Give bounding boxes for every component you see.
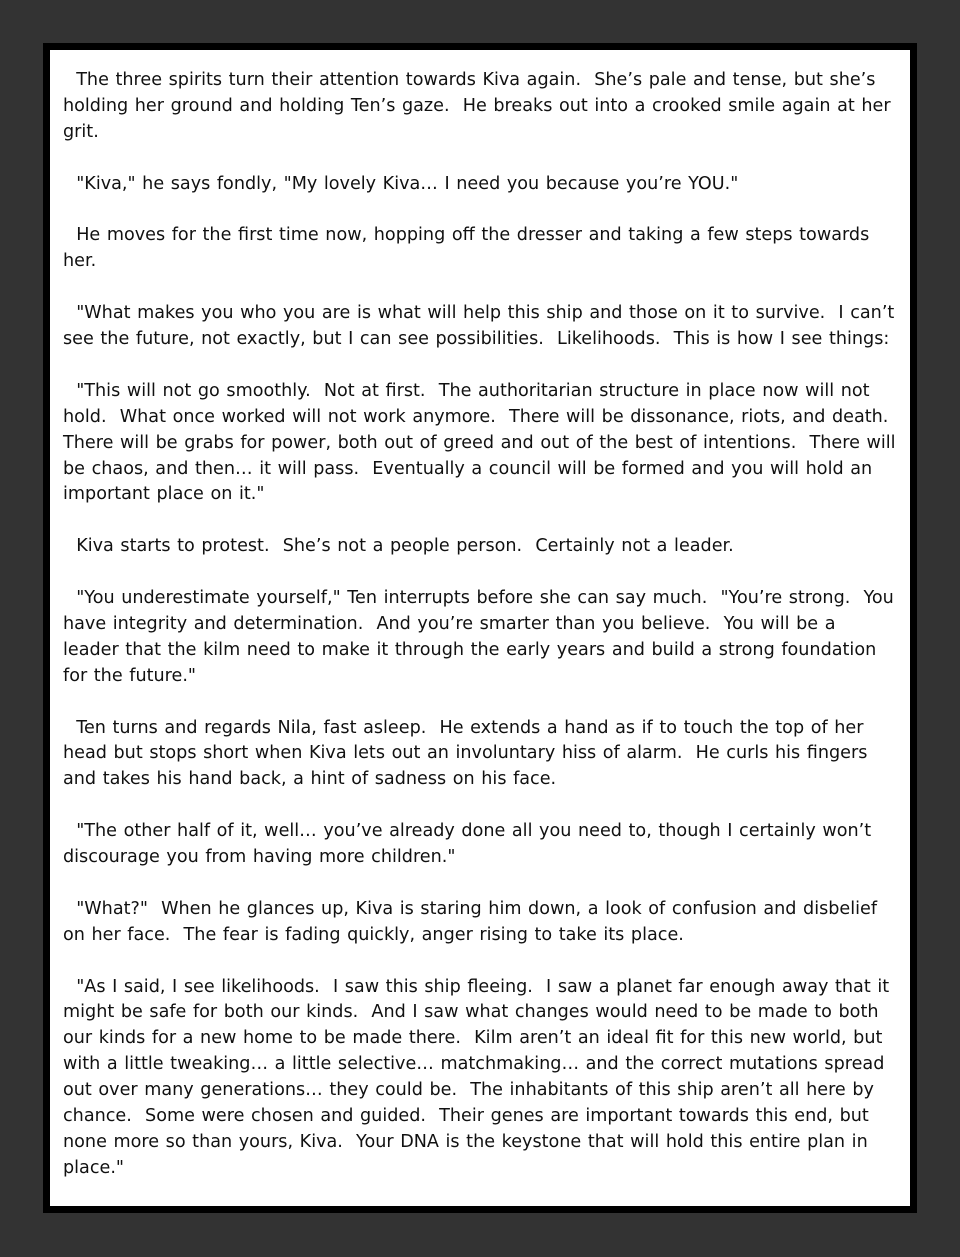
page-frame	[43, 43, 917, 1213]
paragraph-11: "As I said, I see likelihoods. I saw this ship fleeing. I saw a planet far enough away that it might be safe for both our kinds. And I saw what changes would need to be made to both our kinds for a new home to be made there. Kilm aren’t an ideal fit for this new world, but with a little tweaking… a little selective… matchmaking… and the correct mutations spread out over many generations… they could be. The inhabitants of this ship aren’t all here by chance. Some were chosen and guided. Their genes are important towards this end, but none more so than yours, Kiva. Your DNA is the keystone that will hold this entire plan in place."	[63, 976, 896, 1178]
paragraph-3: He moves for the first time now, hopping off the dresser and taking a few steps towards her.	[63, 225, 876, 272]
paragraph-8: Ten turns and regards Nila, fast asleep. He extends a hand as if to touch the top of her head but stops short when Kiva lets out an involuntary hiss of alarm. He curls his fingers and takes his hand back, a hint of sadness on his face.	[63, 717, 874, 790]
text-page	[50, 50, 910, 1206]
paragraph-6: Kiva starts to protest. She’s not a people person. Certainly not a leader.	[63, 536, 734, 557]
paragraph-9: "The other half of it, well… you’ve already done all you need to, though I certainly won’t discourage you from having more children."	[63, 821, 878, 868]
paragraph-5: "This will not go smoothly. Not at first. The authoritarian structure in place now will not hold. What once worked will not work anymore. There will be dissonance, riots, and death. There will be grabs for power, both out of greed and out of the best of intentions. There will be chaos, and then… it will pass. Eventually a council will be formed and you will hold an important place on it."	[63, 380, 903, 505]
paragraph-4: "What makes you who you are is what will help this ship and those on it to survive. I can’t see the future, not exactly, but I can see possibilities. Likelihoods. This is how I see things:	[63, 303, 901, 350]
paragraph-2: "Kiva," he says fondly, "My lovely Kiva… I need you because you’re YOU."	[63, 173, 739, 194]
paragraph-7: "You underestimate yourself," Ten interrupts before she can say much. "You’re strong. You have integrity and determination. And you’re smarter than you believe. You will be a leader that the kilm need to make it through the early years and build a strong foundation for the future."	[63, 588, 901, 686]
paragraph-10: "What?" When he glances up, Kiva is staring him down, a look of confusion and disbelief on her face. The fear is fading quickly, anger rising to take its place.	[63, 898, 884, 945]
paragraph-1: The three spirits turn their attention towards Kiva again. She’s pale and tense, but she’s holding her ground and holding Ten’s gaze. He breaks out into a crooked smile again at her grit.	[63, 70, 898, 142]
